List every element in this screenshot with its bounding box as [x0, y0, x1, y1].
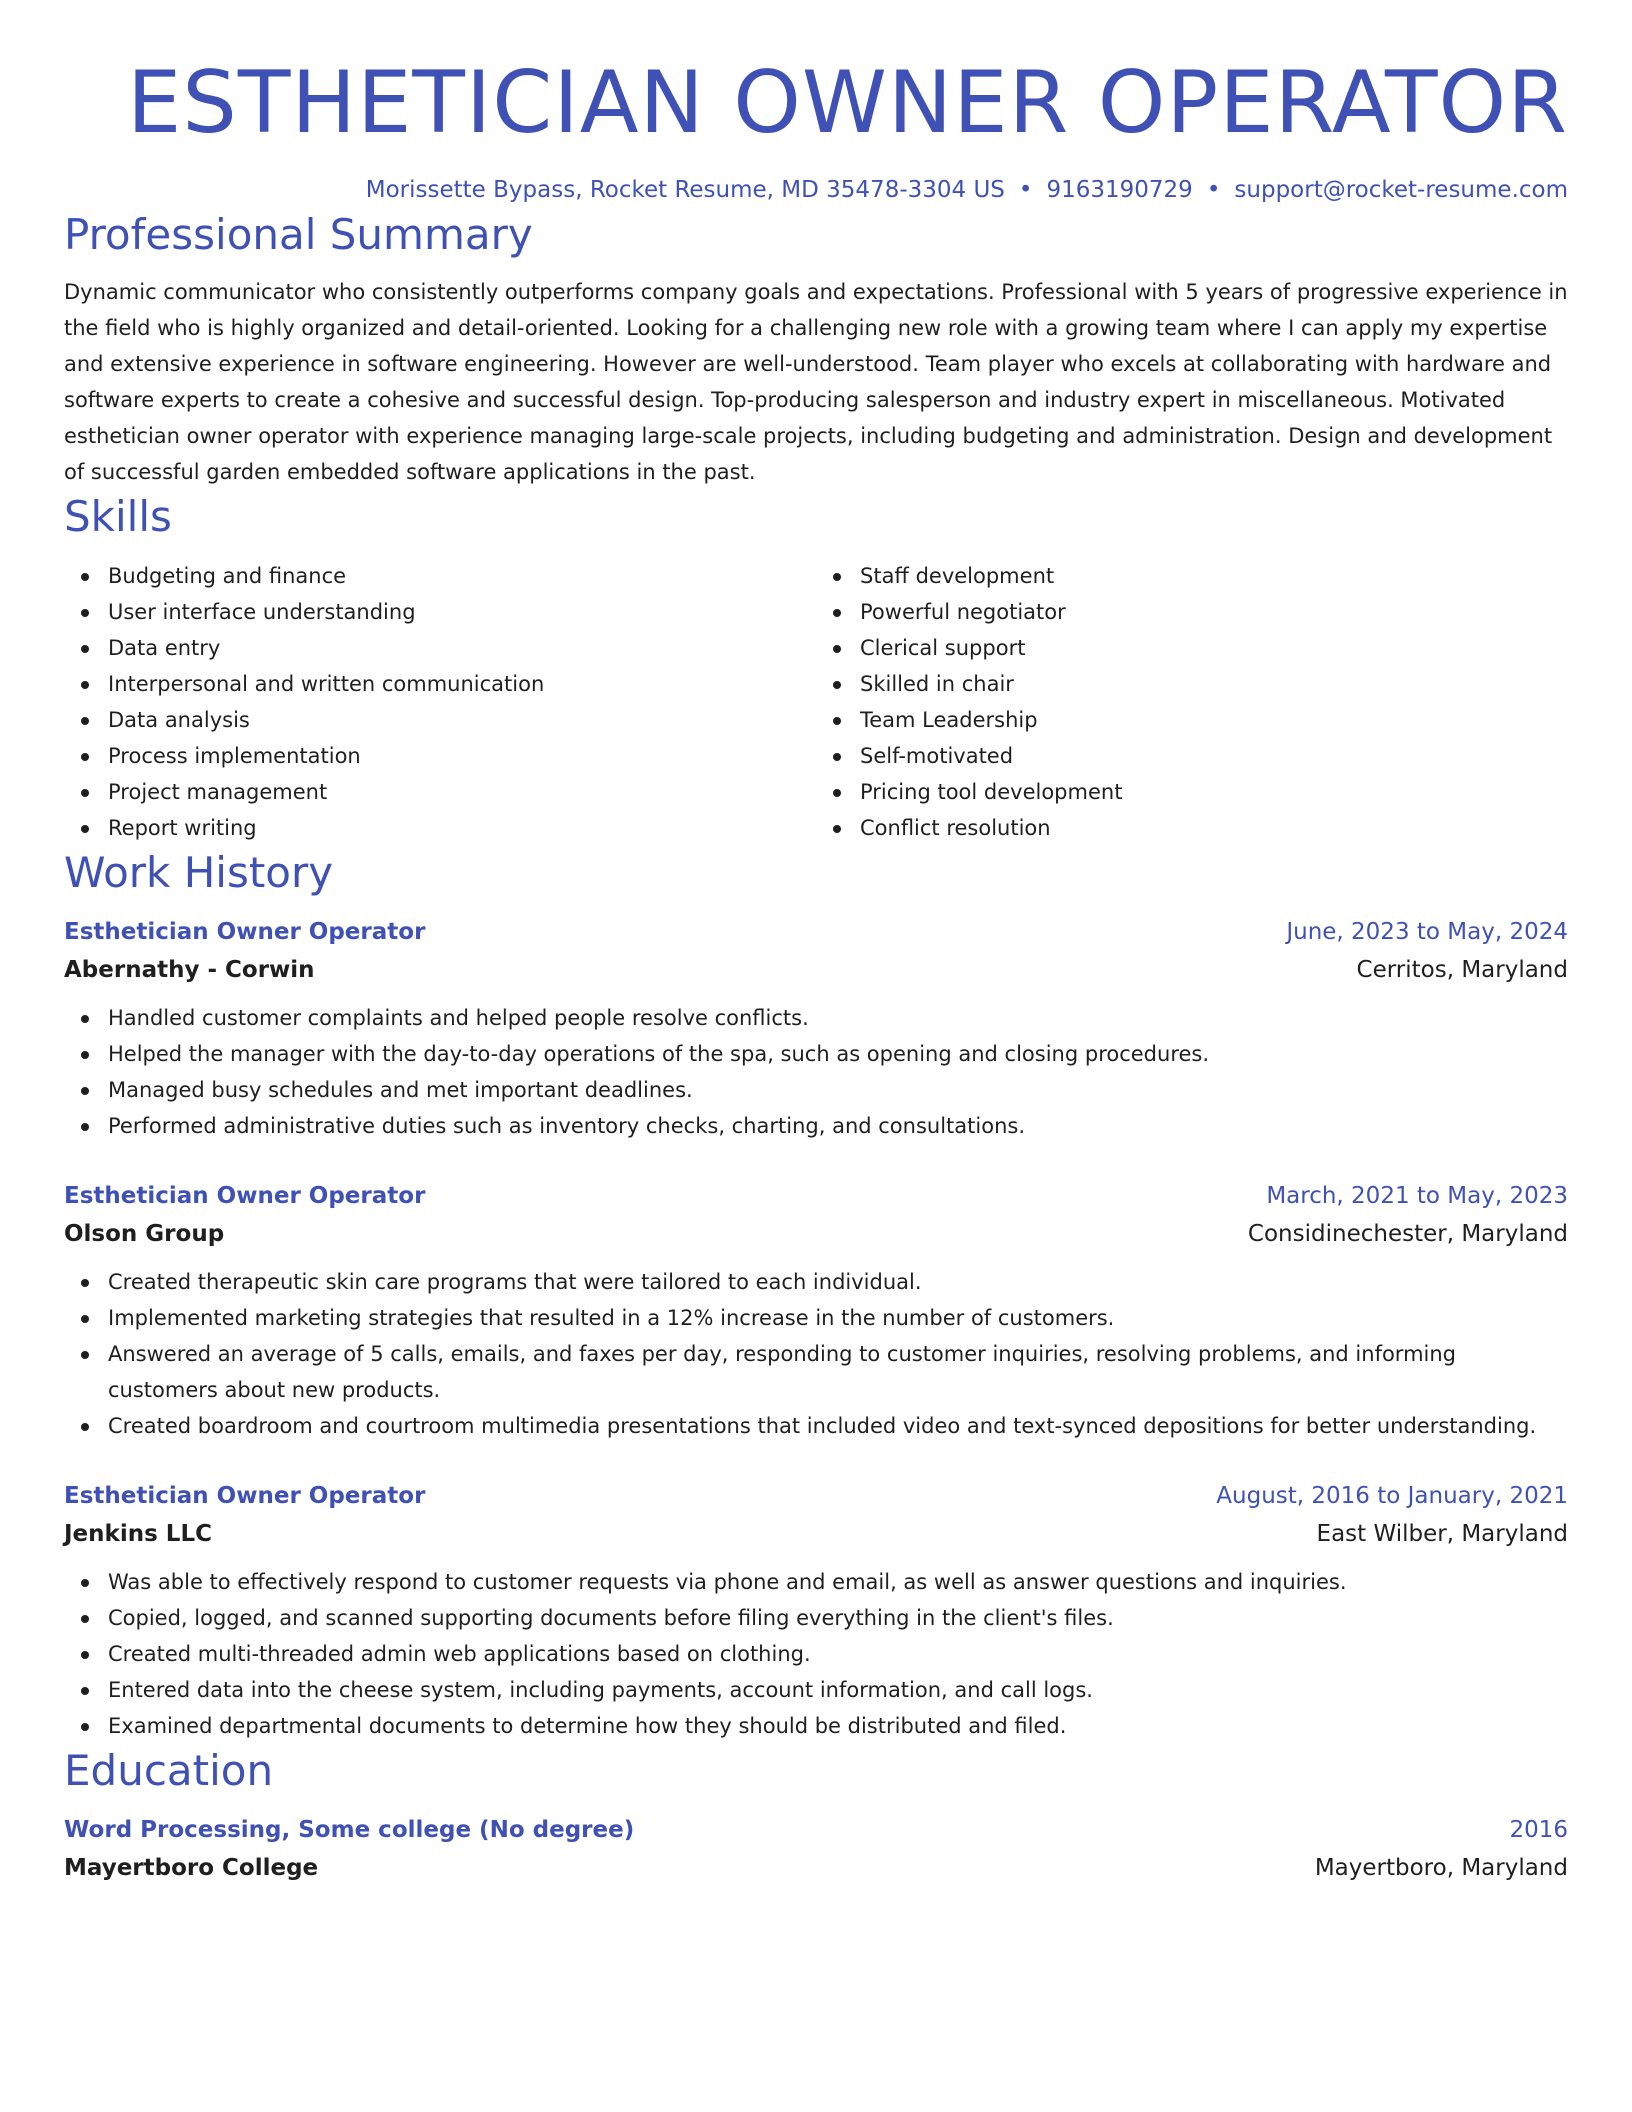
- job-bullet: Handled customer complaints and helped people resolve conflicts.: [108, 1000, 1568, 1036]
- job-entry: [64, 914, 1568, 1144]
- job-bullet: Performed administrative duties such as inventory checks, charting, and consultations.: [108, 1108, 1568, 1144]
- skill-item: Process implementation: [108, 738, 816, 774]
- graduation-year: 2016: [1509, 1817, 1568, 1843]
- skills-column-right: [816, 558, 1568, 846]
- job-bullets: [64, 1000, 1568, 1144]
- job-bullets: [64, 1264, 1568, 1444]
- school-name: Mayertboro College: [64, 1855, 319, 1881]
- job-bullet: Entered data into the cheese system, including payments, account information, and call logs.: [108, 1672, 1568, 1708]
- job-bullet: Was able to effectively respond to customer requests via phone and email, as well as answer questions and inquiries.: [108, 1564, 1568, 1600]
- skills-list: [64, 558, 1568, 846]
- contact-line: [64, 172, 1568, 208]
- degree-name: Word Processing, Some college (No degree): [64, 1817, 635, 1843]
- phone-text: 9163190729: [1046, 177, 1193, 203]
- job-bullet: Created therapeutic skin care programs that were tailored to each individual.: [108, 1264, 1568, 1300]
- job-bullet: Answered an average of 5 calls, emails, and faxes per day, responding to customer inquiries, resolving problems, and informing customers about new products.: [108, 1336, 1568, 1408]
- contact-separator: •: [1206, 177, 1221, 203]
- address-text: Morissette Bypass, Rocket Resume, MD 35478-3304 US: [365, 177, 1005, 203]
- company-name: Jenkins LLC: [64, 1521, 212, 1547]
- job-location: East Wilber, Maryland: [1316, 1521, 1568, 1547]
- skill-item: Data analysis: [108, 702, 816, 738]
- job-bullet: Helped the manager with the day-to-day operations of the spa, such as opening and closing procedures.: [108, 1036, 1568, 1072]
- job-bullet: Implemented marketing strategies that resulted in a 12% increase in the number of customers.: [108, 1300, 1568, 1336]
- job-location: Considinechester, Maryland: [1247, 1221, 1568, 1247]
- skills-heading: Skills: [64, 492, 172, 541]
- skill-item: Staff development: [860, 558, 1568, 594]
- work-history-heading: Work History: [64, 848, 334, 897]
- skill-item: User interface understanding: [108, 594, 816, 630]
- job-dates: June, 2023 to May, 2024: [1286, 919, 1568, 945]
- job-title: Esthetician Owner Operator: [64, 919, 426, 945]
- skill-item: Budgeting and finance: [108, 558, 816, 594]
- job-bullet: Copied, logged, and scanned supporting documents before filing everything in the client's files.: [108, 1600, 1568, 1636]
- email-link[interactable]: support@rocket-resume.com: [1234, 177, 1568, 203]
- skill-item: Clerical support: [860, 630, 1568, 666]
- company-name: Olson Group: [64, 1221, 225, 1247]
- job-entry: [64, 1478, 1568, 1744]
- job-title: Esthetician Owner Operator: [64, 1483, 426, 1509]
- contact-separator: •: [1018, 177, 1033, 203]
- skill-item: Interpersonal and written communication: [108, 666, 816, 702]
- skill-item: Skilled in chair: [860, 666, 1568, 702]
- job-dates: March, 2021 to May, 2023: [1266, 1183, 1568, 1209]
- skill-item: Pricing tool development: [860, 774, 1568, 810]
- education-heading: Education: [64, 1746, 274, 1795]
- summary-text: Dynamic communicator who consistently outperforms company goals and expectations. Professional with 5 years of progressive experience in the field who is highly organized and detail-oriented. Looking for a challenging new role with a growing team where I can apply my expertise and extensive experience in software engineering. However are well-understood. Team player who excels at collaborating with hardware and software experts to create a cohesive and successful design. Top-producing salesperson and industry expert in miscellaneous. Motivated esthetician owner operator with experience managing large-scale projects, including budgeting and administration. Design and development of successful garden embedded software applications in the past.: [64, 280, 1568, 484]
- job-bullets: [64, 1564, 1568, 1744]
- school-location: Mayertboro, Maryland: [1314, 1855, 1568, 1881]
- summary-heading: Professional Summary: [64, 210, 533, 259]
- job-entry: [64, 1178, 1568, 1444]
- skills-column-left: [64, 558, 816, 846]
- skill-item: Team Leadership: [860, 702, 1568, 738]
- job-bullet: Managed busy schedules and met important deadlines.: [108, 1072, 1568, 1108]
- job-title: Esthetician Owner Operator: [64, 1183, 426, 1209]
- job-bullet: Examined departmental documents to determine how they should be distributed and filed.: [108, 1708, 1568, 1744]
- skill-item: Powerful negotiator: [860, 594, 1568, 630]
- job-bullet: Created boardroom and courtroom multimedia presentations that included video and text-synced depositions for better understanding.: [108, 1408, 1568, 1444]
- education-entry: [64, 1812, 1568, 1888]
- job-location: Cerritos, Maryland: [1356, 957, 1568, 983]
- skill-item: Data entry: [108, 630, 816, 666]
- company-name: Abernathy - Corwin: [64, 957, 315, 983]
- candidate-name: ESTHETICIAN OWNER OPERATOR: [126, 53, 1568, 153]
- skill-item: Conflict resolution: [860, 810, 1568, 846]
- skill-item: Self-motivated: [860, 738, 1568, 774]
- job-bullet: Created multi-threaded admin web applications based on clothing.: [108, 1636, 1568, 1672]
- job-dates: August, 2016 to January, 2021: [1216, 1483, 1568, 1509]
- skill-item: Report writing: [108, 810, 816, 846]
- skill-item: Project management: [108, 774, 816, 810]
